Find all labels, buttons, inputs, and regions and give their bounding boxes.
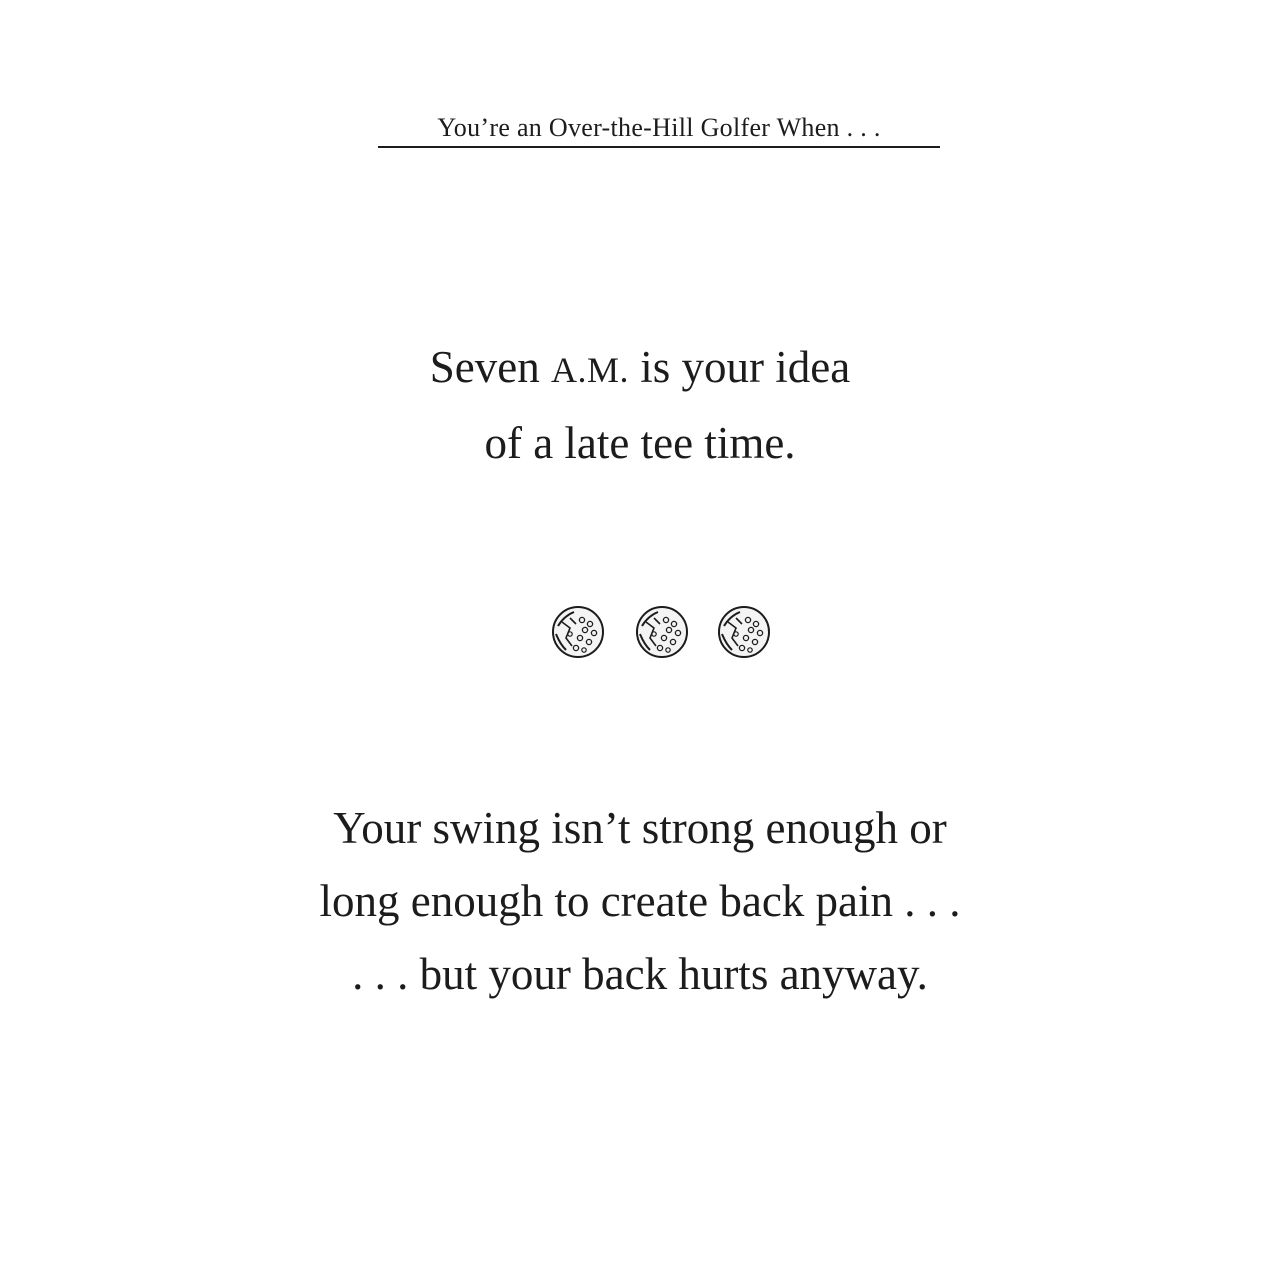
- quote-one-line-1-start: Seven: [429, 342, 551, 392]
- quote-one-line-1-end: is your idea: [629, 342, 851, 392]
- quote-one-smallcaps-am: A.M.: [551, 350, 630, 390]
- running-head-title: You’re an Over-the-Hill Golfer When . . .: [437, 113, 881, 142]
- quote-seven-am: [0, 331, 1280, 480]
- quote-one-line-2: of a late tee time.: [484, 418, 796, 468]
- golf-ball-icon: [716, 604, 772, 660]
- running-head: [378, 110, 940, 148]
- golf-ball-ornament: [550, 604, 775, 660]
- golf-ball-icon: [550, 604, 606, 660]
- quote-two-line-2: long enough to create back pain . . .: [319, 876, 961, 926]
- quote-one-line-1: [0, 331, 1280, 407]
- quote-two-line-1: Your swing isn’t strong enough or: [333, 803, 947, 853]
- golf-ball-icon: [634, 604, 690, 660]
- quote-two-line-3: . . . but your back hurts anyway.: [352, 949, 928, 999]
- quote-back-pain: [0, 792, 1280, 1011]
